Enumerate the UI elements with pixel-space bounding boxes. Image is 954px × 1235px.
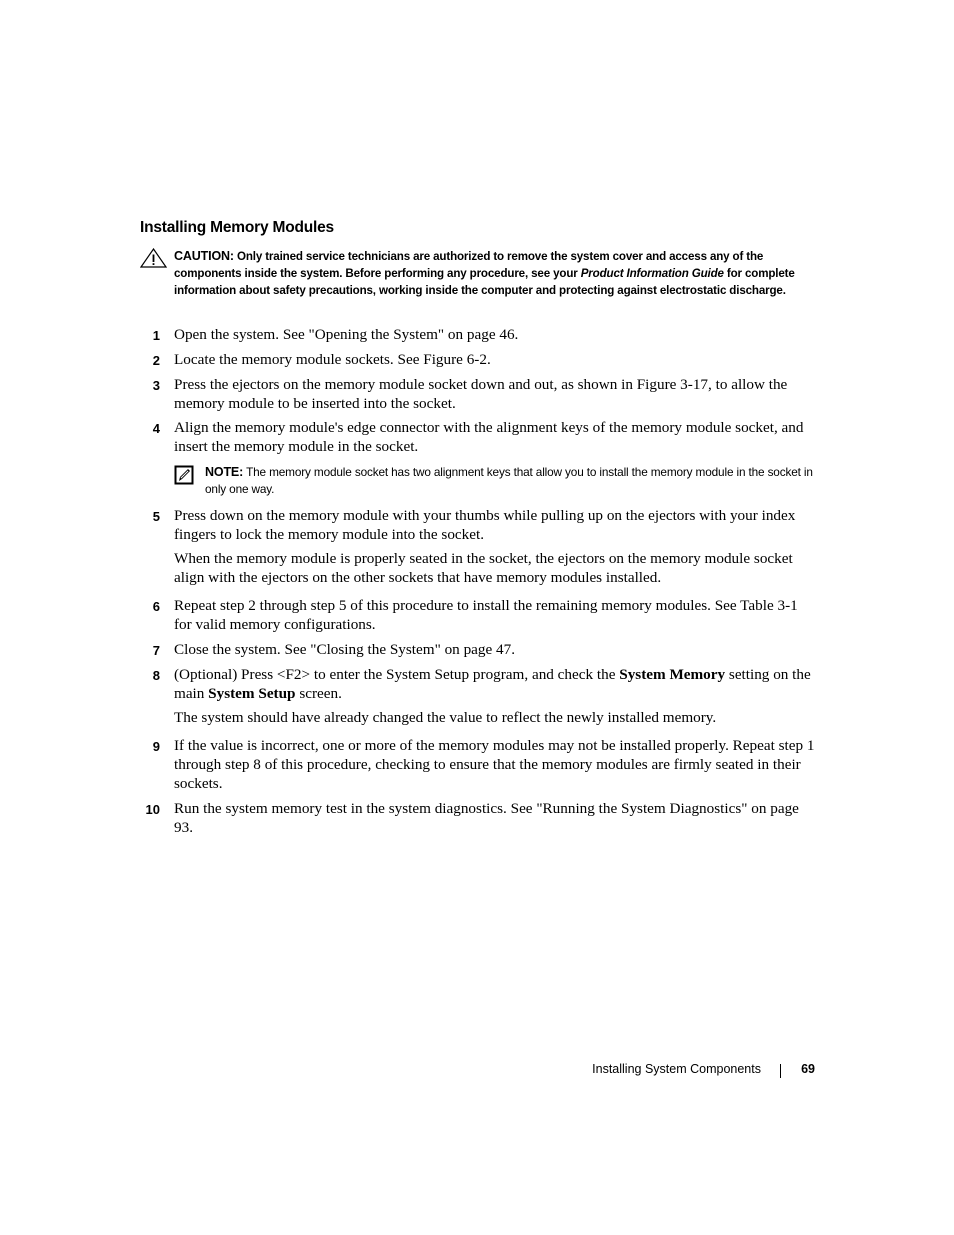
step-text: Close the system. See "Closing the System" on page 47. (174, 641, 516, 658)
note-label: NOTE: (205, 465, 244, 479)
step-text: Press the ejectors on the memory module socket down and out, as shown in Figure 3-17, to allow the memory module to be inserted into the socket. (174, 376, 788, 412)
caution-text (174, 248, 815, 299)
caution-label: CAUTION: (174, 249, 234, 263)
step-9 (140, 736, 815, 793)
note-block (174, 464, 815, 498)
step-8-text-b: setting on the main (174, 666, 811, 702)
step-text: Repeat step 2 through step 5 of this procedure to install the remaining memory modules. See Table 3-1 for valid memory configurations. (174, 597, 798, 633)
step-text: Locate the memory module sockets. See Figure 6-2. (174, 351, 491, 368)
step-number: 8 (152, 668, 160, 683)
step-4 (140, 418, 815, 456)
step-text: Press down on the memory module with your thumbs while pulling up on the ejectors with your index fingers to lock the memory module into the socket. (174, 507, 796, 543)
footer-divider (780, 1064, 781, 1078)
caution-text-part2: for complete information about safety precautions, working inside the computer and protecting against electrostatic discharge. (174, 267, 795, 297)
section-heading: Installing Memory Modules (140, 219, 334, 236)
caution-text-part1: Only trained service technicians are authorized to remove the system cover and access any of the components inside the system. Before performing any procedure, see your (174, 250, 764, 280)
system-memory-label: System Memory (619, 666, 726, 683)
step-text (174, 665, 815, 703)
caution-block (140, 248, 815, 299)
system-setup-label: System Setup (208, 685, 296, 702)
warning-triangle-icon (140, 248, 167, 268)
step-text: Open the system. See "Opening the System" on page 46. (174, 326, 519, 343)
step-number: 5 (152, 509, 160, 524)
step-number: 6 (152, 599, 160, 614)
step-2 (140, 350, 815, 369)
step-7 (140, 640, 815, 659)
step-number: 9 (152, 739, 160, 754)
step-number: 2 (152, 353, 160, 368)
step-5-paragraph: When the memory module is properly seated in the socket, the ejectors on the memory module socket align with the ejectors on the other sockets that have memory modules installed. (174, 550, 793, 586)
step-text: Align the memory module's edge connector with the alignment keys of the memory module socket, and insert the memory module in the socket. (174, 419, 804, 455)
note-text (205, 464, 815, 498)
step-text: Run the system memory test in the system diagnostics. See "Running the System Diagnostics" on page 93. (174, 800, 799, 836)
step-number: 7 (152, 643, 160, 658)
guide-title: Product Information Guide (580, 267, 724, 280)
note-pencil-icon (174, 465, 194, 485)
footer-chapter-title: Installing System Components (592, 1062, 761, 1076)
step-1 (140, 325, 815, 344)
step-3 (140, 375, 815, 413)
step-5 (140, 506, 815, 544)
step-8-text-a: (Optional) Press <F2> to enter the System Setup program, and check the (174, 666, 616, 683)
page-number: 69 (801, 1062, 815, 1076)
step-8 (140, 665, 815, 703)
step-6 (140, 596, 815, 634)
step-text: If the value is incorrect, one or more of the memory modules may not be installed properly. Repeat step 1 through step 8 of this procedure, checking to ensure that the memory modules are firmly seated in their sockets. (174, 737, 815, 792)
step-8-text-c: screen. (299, 685, 342, 702)
step-number: 3 (152, 378, 160, 393)
step-10 (140, 799, 815, 837)
step-number: 1 (152, 328, 160, 343)
step-number: 4 (152, 421, 160, 436)
step-8-paragraph: The system should have already changed the value to reflect the newly installed memory. (174, 709, 717, 726)
page-footer (560, 1062, 815, 1080)
note-body: The memory module socket has two alignment keys that allow you to install the memory module in the socket in only one way. (205, 465, 813, 496)
step-number: 10 (145, 802, 160, 817)
